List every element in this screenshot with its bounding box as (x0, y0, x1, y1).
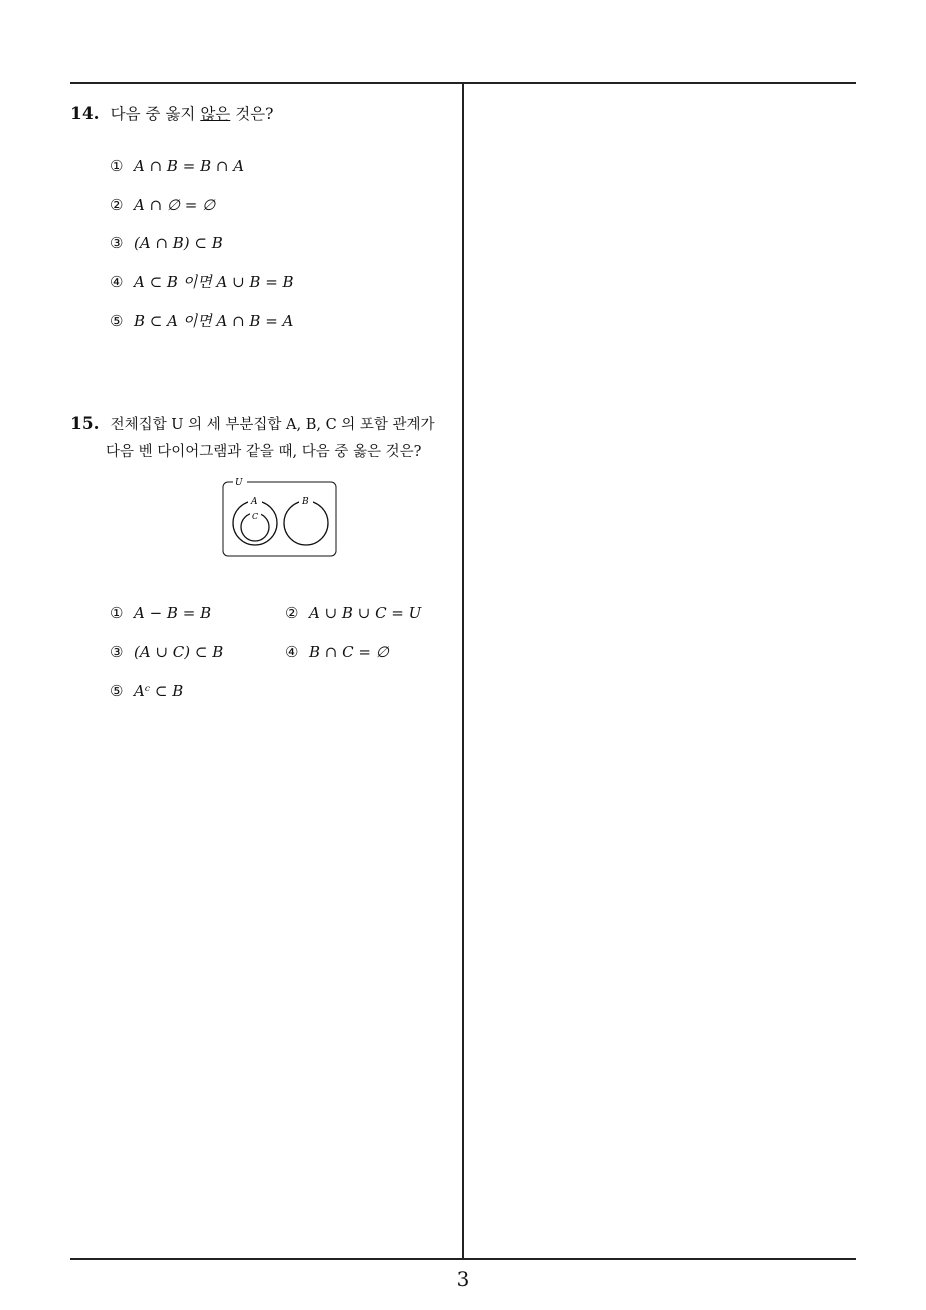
question-15-number: 15. (70, 414, 100, 434)
q14-choice-2-number: ② (110, 196, 124, 214)
q15-choice-1-number: ① (110, 604, 124, 622)
question-14-header (70, 106, 273, 123)
question-15-stem-line2-wrap (106, 443, 421, 460)
q14-choice-2-text: A ∩ ∅ = ∅ (134, 196, 216, 214)
question-14-stem-underlined: 않은 (200, 105, 231, 123)
venn-circle-b (284, 501, 328, 545)
q15-choice-4-text: B ∩ C = ∅ (309, 643, 389, 661)
q15-choice-2-number: ② (285, 604, 299, 622)
column-divider (462, 82, 464, 1259)
question-15-stem-line1: 전체집합 U 의 세 부분집합 A, B, C 의 포함 관계가 (110, 417, 435, 433)
question-14-stem-part2: 것은? (230, 105, 274, 123)
q15-choice-5-text: Aᶜ ⊂ B (134, 682, 184, 700)
q14-choice-4-number: ④ (110, 273, 124, 291)
q15-choice-4[interactable] (285, 645, 389, 660)
q14-choice-3-number: ③ (110, 234, 124, 252)
page-number: 3 (456, 1267, 470, 1291)
q14-choice-1-text: A ∩ B = B ∩ A (134, 157, 245, 175)
q15-choice-5[interactable] (110, 684, 183, 699)
venn-label-b: B (302, 497, 309, 507)
q15-choice-2[interactable] (285, 606, 421, 621)
question-15-stem-line2: 다음 벤 다이어그램과 같을 때, 다음 중 옳은 것은? (106, 444, 422, 460)
bottom-rule (70, 1258, 856, 1260)
q14-choice-5-text: B ⊂ A 이면 A ∩ B = A (134, 312, 294, 330)
q15-choice-3-number: ③ (110, 643, 124, 661)
q14-choice-2[interactable] (110, 198, 215, 213)
venn-label-a: A (251, 497, 258, 507)
q15-choice-3[interactable] (110, 645, 223, 660)
q15-choice-3-text: (A ∪ C) ⊂ B (134, 643, 224, 661)
q14-choice-3[interactable] (110, 236, 223, 251)
q14-choice-5[interactable] (110, 314, 293, 329)
q14-choice-3-text: (A ∩ B) ⊂ B (134, 234, 223, 252)
q15-choice-5-number: ⑤ (110, 682, 124, 700)
venn-label-c: C (252, 512, 259, 521)
q14-choice-5-number: ⑤ (110, 312, 124, 330)
q14-choice-4[interactable] (110, 275, 294, 290)
q15-choice-4-number: ④ (285, 643, 299, 661)
q15-choice-1-text: A − B = B (134, 604, 212, 622)
q15-choice-2-text: A ∪ B ∪ C = U (309, 604, 422, 622)
q15-choice-1[interactable] (110, 606, 211, 621)
q14-choice-1-number: ① (110, 157, 124, 175)
venn-diagram (221, 476, 339, 560)
q14-choice-1[interactable] (110, 159, 244, 174)
venn-universe-box (223, 482, 336, 556)
venn-circle-a (233, 501, 277, 545)
q14-choice-4-text: A ⊂ B 이면 A ∪ B = B (134, 273, 294, 291)
question-14-number: 14. (70, 104, 100, 124)
question-15-header (70, 416, 435, 433)
venn-label-u: U (235, 478, 243, 488)
question-14-stem-part1: 다음 중 옳지 (110, 105, 201, 123)
